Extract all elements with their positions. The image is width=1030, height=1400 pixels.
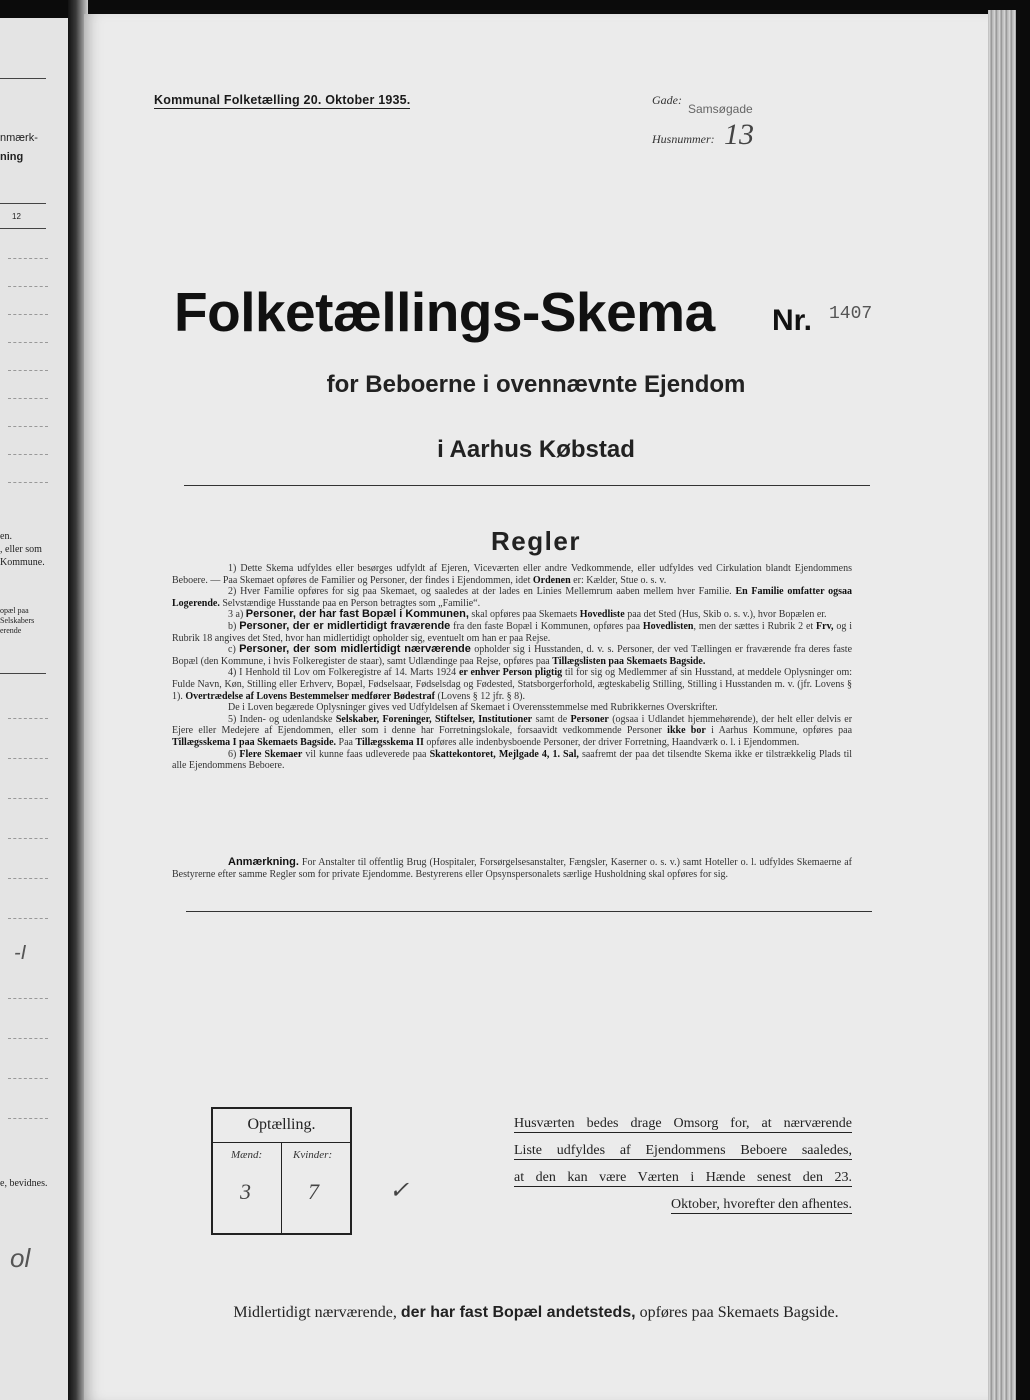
form-subtitle: for Beboerne i ovennævnte Ejendom [326,371,746,398]
rule-6: 6) Flere Skemaer vil kunne faas udleverede paa Skattekontoret, Mejlgade 4, 1. Sal, saafremt der paa det tilsendte Skema ikke er tilstrækkelig Plads til alle Ejendommens Beboere. [172,748,853,772]
rules-heading: Regler [491,526,581,556]
count-column-divider [281,1142,282,1233]
left-page-fragment: 12 [12,212,21,221]
men-count: 3 [240,1179,251,1204]
left-page-dash [8,758,48,759]
footer-instruction [84,1304,988,1322]
women-count: 7 [308,1179,319,1204]
count-title: Optælling. [247,1116,316,1133]
form-subtitle-city: i Aarhus Købstad [437,436,635,463]
left-page-dash [8,398,48,399]
count-box [211,1107,352,1235]
left-page-fragment: erende [0,626,22,635]
left-page-dash [8,258,48,259]
left-page-dash [8,918,48,919]
left-page-dash [8,998,48,999]
left-page-fragment: e, bevidnes. [0,1178,48,1189]
section-divider [184,485,870,486]
remark-text: For Anstalter til offentlig Brug (Hospitaler, Forsørgelsesanstalter, Fængsler, Kaserner o. s. v.) samt Hoteller o. l. udfyldes Skemaerne af Bestyrerne efter samme Regler som for private Ejendomme. Bestyrerens eller Opsynspersonalets særlige Husholdning skal opføres for sig. [172,857,852,880]
left-page-rule [0,78,46,79]
left-page-rule [0,203,46,204]
left-page-dash [8,878,48,879]
rules-text [172,563,852,772]
left-page-fragment: Kommune. [0,557,45,568]
left-page-fragment: Selskabers [0,616,35,625]
notice-line: at den kan være Værten i Hænde senest den 23. [514,1170,852,1185]
form-number-value: 1407 [829,304,873,324]
remark-section [172,857,852,880]
left-page-rule [0,228,46,229]
street-label: Gade: [652,93,682,107]
men-label: Mænd: [231,1149,263,1161]
rule-1: 1) Dette Skema udfyldes eller besørges udfyldt af Ejeren, Viceværten eller andre Vedkommende, eller udfyldes ved Cirkulation blandt Ejendommens Beboere. — Paa Skemaet opføres de Familier og Personer, der findes i Ejendommen, idet Ordenen er: Kælder, Stue o. s. v. [172,563,852,586]
footer-part-bold: der har fast Bopæl andetsteds, [400,1304,636,1321]
street-value: Samsøgade [688,102,753,116]
left-page-dash [8,718,48,719]
landlord-notice [514,1110,852,1218]
rule-4: 4) I Henhold til Lov om Folkeregistre af 14. Marts 1924 er enhver Person pligtig til for sig og Medlemmer af sin Husstand, at meddele Oplysninger om: Fulde Navn, Køn, Stilling eller Erhverv, Bopæl, Fødselsaar, Fødselsdag og Fødested, Statsborgerforhold, ægteskabelig Stilling, Stilling i Husstanden m. v. (jfr. Lovens § 1). Overtrædelse af Lovens Bestemmelser medfører Bødestraf (Lovens § 12 jfr. § 8). [172,667,853,702]
left-page-handwriting: ol [10,1243,31,1273]
house-number-label: Husnummer: [652,132,715,146]
rule-5: 5) Inden- og udenlandske Selskaber, Foreninger, Stiftelser, Institutioner samt de Personer (ogsaa i Udlandet hjemmehørende), der helt eller delvis er Ejere eller Medejere af Ejendommen, eller som i denne har Forretningslokale, forsaavidt vedkommende Personer ikke bor i Aarhus Kommune, opføres paa Tillægsskema I paa Skemaets Bagside. Paa Tillægsskema II opføres alle indenbysboende Personer, der driver Forretning, Haandværk o. l. i Ejendommen. [172,713,853,748]
left-page-fragment: , eller som [0,544,42,555]
left-page-dash [8,286,48,287]
left-page-dash [8,798,48,799]
census-header: Kommunal Folketælling 20. Oktober 1935. [154,93,411,107]
form-number-label: Nr. [772,304,813,337]
left-page-rule [0,673,46,674]
left-page-fragment: opæl paa [0,606,29,615]
rule-3a: 3 a) Personer, der har fast Bopæl i Kommunen, skal opføres paa Skemaets Hovedliste paa det Sted (Hus, Skib o. s. v.), hvor Bopælen er. [228,608,827,621]
footer-part: Midlertidigt nærværende, [233,1304,397,1321]
form-title: Folketællings-Skema [174,281,715,343]
left-page-handwriting: -I [14,942,27,964]
rule-2: 2) Hver Familie opføres for sig paa Skemaet, og saaledes at der lades en Linies Mellemrum aaben mellem hver Familie. En Familie omfatter ogsaa Logerende. Selvstændige Husstande paa en Person betragtes som „Familie“. [172,586,853,609]
women-label: Kvinder: [293,1149,333,1161]
notice-line: Liste udfyldes af Ejendommens Beboere saaledes, [514,1143,852,1158]
rule-4b: De i Loven begærede Oplysninger gives ved Udfyldelsen af Skemaet i Overensstemmelse med Rubrikkernes Overskrifter. [228,702,718,714]
census-form-page [84,14,988,1400]
footer-part: opføres paa Skemaets Bagside. [639,1304,839,1321]
left-page-dash [8,370,48,371]
left-page-dash [8,426,48,427]
left-page-dash [8,1038,48,1039]
left-page-fragment: en. [0,531,12,542]
rule-3b: b) Personer, der er midlertidigt fraværende fra den faste Bopæl i Kommunen, opføres paa Hovedlisten, men der sættes i Rubrik 2 et Frv, og i Rubrik 18 angives det Sted, hvor han midlertidigt opholder sig, eventuelt om han er paa Rejse. [172,619,853,644]
left-page-fragment: ning [0,151,24,163]
left-page-dash [8,482,48,483]
left-page-dash [8,314,48,315]
page-edge-stack [988,10,1016,1400]
left-page-fragment: nmærk- [0,132,38,144]
notice-line: Husværten bedes drage Omsorg for, at nærværende [514,1116,852,1131]
left-page-dash [8,454,48,455]
house-number-value: 13 [724,118,754,151]
notice-line: Oktober, hvorefter den afhentes. [671,1197,852,1212]
check-mark: ✓ [389,1178,410,1204]
left-page-dash [8,1078,48,1079]
left-page-dash [8,342,48,343]
section-divider [186,911,872,912]
rule-3c: c) Personer, der som midlertidigt nærværende opholder sig i Husstanden, d. v. s. Personer, der ved Tællingen er fraværende fra deres faste Bopæl (den Kommune, i hvis Folkeregister de staar), samt Udlændinge paa Rejse, opføres paa Tillægslisten paa Skemaets Bagside. [172,643,853,667]
left-page-dash [8,838,48,839]
adjacent-left-page [0,18,68,1400]
left-page-dash [8,1118,48,1119]
remark-label: Anmærkning. [228,856,299,868]
